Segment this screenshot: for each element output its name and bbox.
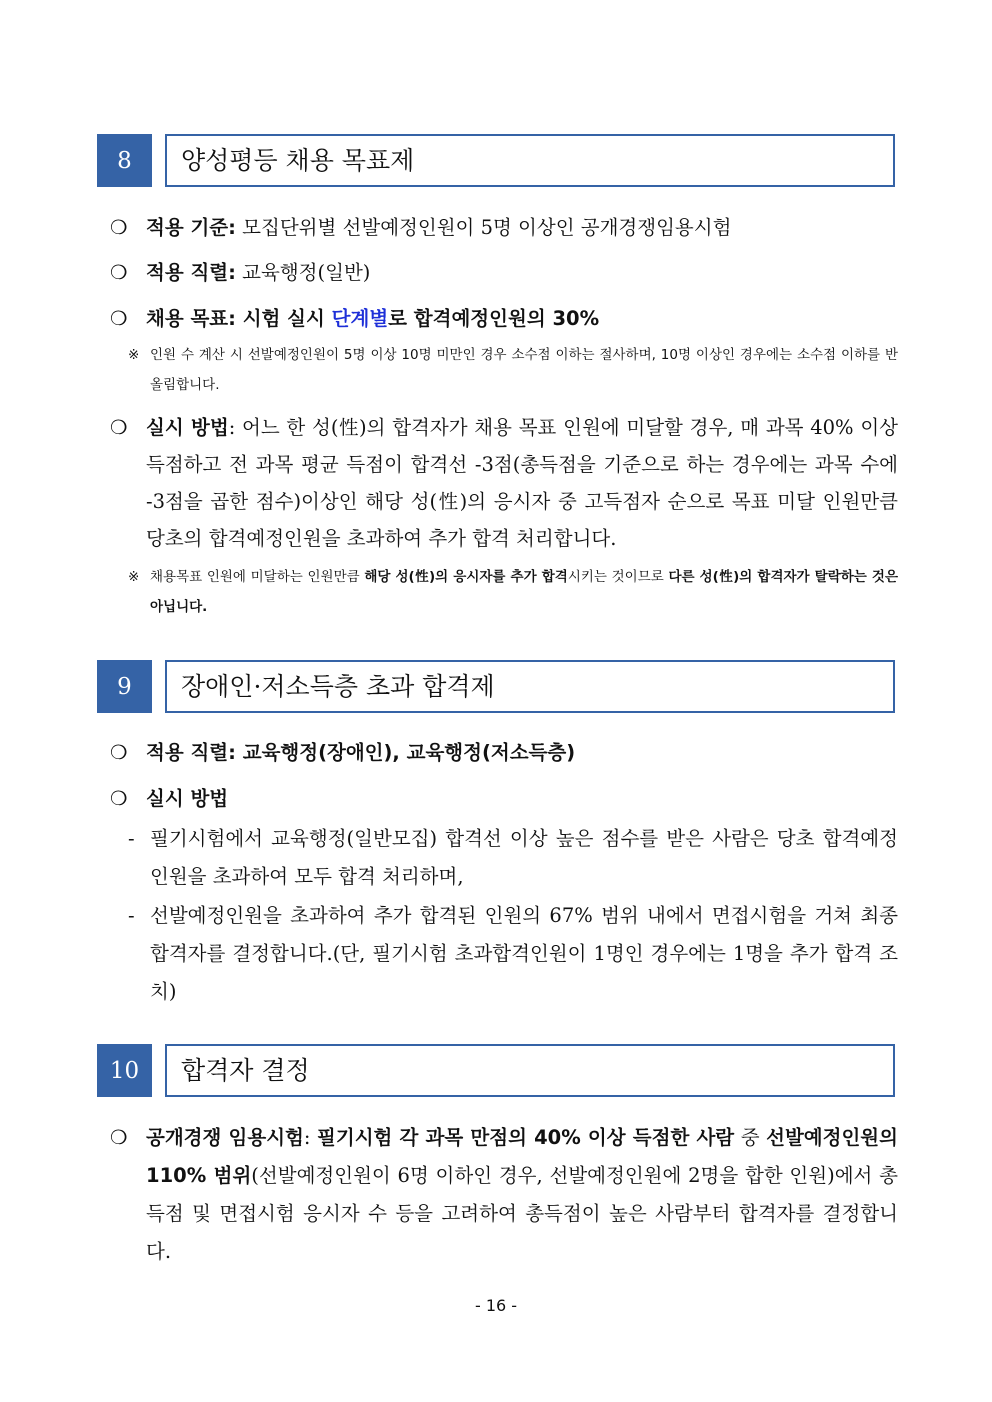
note-mark-icon: ※ — [128, 347, 140, 363]
dash-bullet-icon: - — [128, 827, 135, 850]
section-title: 장애인·저소득층 초과 합격제 — [165, 660, 895, 713]
circle-bullet-icon: ❍ — [110, 307, 128, 330]
circle-bullet-icon: ❍ — [110, 787, 128, 810]
method-item: ❍ 실시 방법: 어느 한 성(性)의 합격자가 채용 목표 인원에 미달할 경우, 매 과목 40% 이상 득점하고 전 과목 평균 득점이 합격선 -3점(총득점을 기준으로 하는 경우에는 과목 수에 -3점을 곱한 점수)이상인 해당 성(性)의 응시자 중 고득점자 순으로 목표 미달 인원만큼 당초의 합격예정인원을 초과하여 추가 합격 처리합니다. — [110, 409, 898, 557]
highlight-text: 단계별 — [331, 307, 389, 330]
method-item-9: ❍ 실시 방법 — [110, 780, 898, 817]
open-exam-item: ❍ 공개경쟁 임용시험: 필기시험 각 과목 만점의 40% 이상 득점한 사람 중 선발예정인원의 110% 범위(선발예정인원이 6명 이하인 경우, 선발예정인원에 2명을 합한 인원)에서 총득점 및 면접시험 응시자 수 등을 고려하여 총득점이 높은 사람부터 합격자를 결정합니다. — [110, 1119, 898, 1271]
note-gender: ※ 채용목표 인원에 미달하는 인원만큼 해당 성(性)의 응시자를 추가 합격시키는 것이므로 다른 성(性)의 합격자가 탈락하는 것은 아닙니다. — [128, 562, 898, 622]
section-number: 10 — [97, 1044, 152, 1097]
section-title: 양성평등 채용 목표제 — [165, 134, 895, 187]
circle-bullet-icon: ❍ — [110, 416, 128, 439]
section-number: 8 — [97, 134, 152, 187]
circle-bullet-icon: ❍ — [110, 1126, 128, 1149]
page-number: - 16 - — [474, 1296, 518, 1315]
goal-item: ❍ 채용 목표: 시험 실시 단계별로 합격예정인원의 30% — [110, 300, 898, 337]
section-9-header — [97, 660, 895, 713]
position-item-9: ❍ 적용 직렬: 교육행정(장애인), 교육행정(저소득층) — [110, 734, 898, 771]
note-rounding: ※ 인원 수 계산 시 선발예정인원이 5명 이상 10명 미만인 경우 소수점 이하는 절사하며, 10명 이상인 경우에는 소수점 이하를 반올림합니다. — [128, 340, 898, 400]
note-mark-icon: ※ — [128, 569, 140, 585]
criteria-item: ❍ 적용 기준: 모집단위별 선발예정인원이 5명 이상인 공개경쟁임용시험 — [110, 209, 898, 246]
circle-bullet-icon: ❍ — [110, 261, 128, 284]
position-item: ❍ 적용 직렬: 교육행정(일반) — [110, 254, 898, 291]
dash-item-2: - 선발예정인원을 초과하여 추가 합격된 인원의 67% 범위 내에서 면접시험을 거쳐 최종 합격자를 결정합니다.(단, 필기시험 초과합격인원이 1명인 경우에는 1명을 추가 합격 조치) — [128, 897, 898, 1011]
dash-bullet-icon: - — [128, 904, 135, 927]
section-8-header — [97, 134, 895, 187]
section-title: 합격자 결정 — [165, 1044, 895, 1097]
dash-item-1: - 필기시험에서 교육행정(일반모집) 합격선 이상 높은 점수를 받은 사람은 당초 합격예정인원을 초과하여 모두 합격 처리하며, — [128, 820, 898, 896]
section-number: 9 — [97, 660, 152, 713]
circle-bullet-icon: ❍ — [110, 741, 128, 764]
section-10-header — [97, 1044, 895, 1097]
circle-bullet-icon: ❍ — [110, 216, 128, 239]
